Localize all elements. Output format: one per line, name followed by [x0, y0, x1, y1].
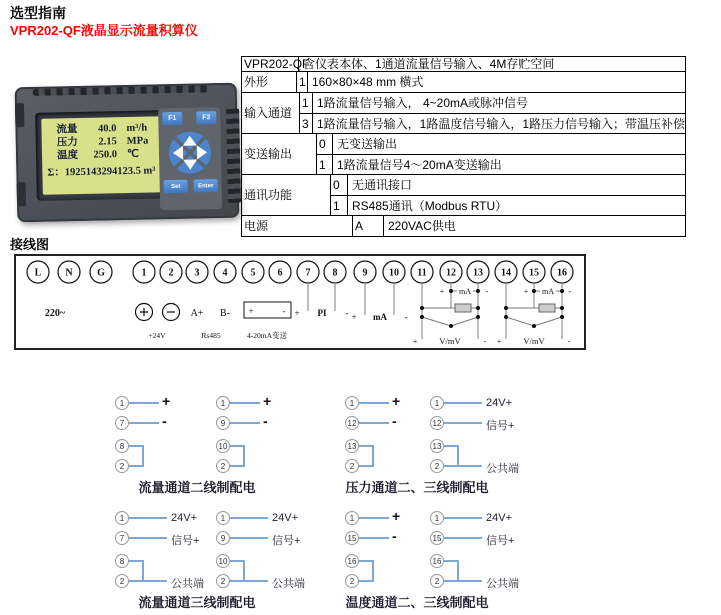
f1-button[interactable]: F1	[162, 112, 182, 125]
terminal-10: 10	[389, 267, 399, 279]
terminal-16: 16	[557, 267, 567, 279]
hookup-terminal: 2	[115, 574, 129, 588]
terminal-13: 13	[473, 267, 483, 279]
spec-shape-name: 外形	[242, 72, 297, 92]
lcd-pressure-unit: MPa	[126, 135, 149, 147]
svg-text:-: -	[567, 337, 571, 346]
spec-input-desc-1: 1路流量信号输入， 4~20mA或脉冲信号	[316, 96, 529, 110]
hookup-terminal: 13	[345, 439, 359, 453]
hookup-terminal: 7	[115, 416, 129, 430]
hookup-terminal: 2	[345, 459, 359, 473]
hookup-caption-flow-2wire: 流量通道二线制配电	[138, 480, 256, 495]
spec-comm-desc-1: 无通讯接口	[352, 178, 413, 192]
spec-table	[241, 56, 686, 237]
hookup-terminal: 1	[430, 511, 444, 525]
f2-button[interactable]: F2	[196, 111, 216, 124]
terminal-4: 4	[222, 267, 228, 279]
hookup-terminal: 10	[216, 439, 230, 453]
hookup-terminal: 1	[430, 396, 444, 410]
terminal-8: 8	[332, 267, 338, 279]
spec-output-name: 变送输出	[242, 134, 317, 174]
hookup-terminal: 9	[216, 531, 230, 545]
lcd-temperature-label: 温度	[56, 150, 79, 162]
spec-output-code-2: 1	[317, 155, 333, 174]
hookup-terminal: 8	[115, 554, 129, 568]
hookup-terminal: 1	[216, 396, 230, 410]
hookup-terminal: 2	[430, 459, 444, 473]
terminal-G: G	[97, 267, 105, 279]
lcd-total-prefix: Σ：	[47, 167, 65, 179]
terminal-9: 9	[362, 267, 368, 279]
rs485-b-label: B-	[220, 308, 230, 319]
hookup-terminal: 8	[115, 439, 129, 453]
mount-tab-bottom	[17, 182, 27, 206]
spec-output-desc-2: 1路流量信号4～20mA变送输出	[337, 157, 502, 172]
hookup-temp-3wire: 1 24V+ 15 信号+ 16 2 公共端	[430, 511, 542, 591]
svg-text:V/mV: V/mV	[439, 336, 461, 346]
hookup-terminal: 13	[430, 439, 444, 453]
lcd-total-unit: m³	[143, 165, 156, 177]
set-button[interactable]: Set	[164, 180, 188, 193]
hookup-flow-3wire-b: 1 24V+ 9 信号+ 10 2 公共端	[216, 511, 328, 591]
terminal-2: 2	[168, 267, 174, 279]
lcd-bezel	[35, 110, 167, 201]
hookup-terminal: 12	[430, 416, 444, 430]
spec-row-output	[242, 133, 685, 174]
svg-text:-: -	[568, 287, 572, 296]
terminal-15: 15	[529, 267, 539, 279]
terminal-6: 6	[277, 267, 283, 279]
spec-row-model	[242, 57, 685, 71]
spec-row-power	[242, 215, 685, 236]
hookup-caption-temp: 温度通道二、三线制配电	[345, 595, 489, 610]
shunt-resistor	[539, 304, 555, 312]
pi-label: PI	[317, 308, 327, 318]
spec-row-input	[242, 92, 685, 133]
lcd-screen	[41, 116, 161, 194]
lcd-flow-value: 40.0	[98, 123, 117, 135]
transmit-label: 4-20mA变送	[247, 331, 287, 340]
lcd-temperature-value: 250.0	[93, 149, 118, 161]
spec-output-code-1: 0	[317, 134, 333, 154]
product-subtitle: VPR202-QF液晶显示流量积算仪	[10, 23, 198, 38]
svg-text:mA: mA	[459, 287, 471, 296]
keypad	[158, 107, 222, 210]
spec-output-desc-1: 无变送输出	[337, 137, 398, 151]
device-vents	[33, 85, 209, 96]
hookup-terminal: 1	[216, 511, 230, 525]
hookup-terminal: 2	[115, 459, 129, 473]
hookup-terminal: 1	[115, 511, 129, 525]
terminal-7: 7	[305, 267, 311, 279]
hookup-terminal: 1	[345, 511, 359, 525]
spec-input-name: 输入通道	[242, 93, 300, 133]
shunt-resistor	[455, 304, 471, 312]
spec-input-desc-2: 1路流量信号输入，1路温度信号输入，1路压力信号输入；带温压补偿	[316, 116, 685, 131]
ma-plus: +	[351, 312, 357, 322]
hookup-terminal: 7	[115, 531, 129, 545]
hookup-terminal: 2	[216, 574, 230, 588]
spec-model-desc: 含仪表本体、1通道流量信号输入、4M存贮空间	[303, 57, 555, 71]
spec-input-code-2: 3	[300, 114, 313, 133]
hookup-terminal: 2	[345, 574, 359, 588]
pi-minus: -	[345, 308, 349, 318]
spec-row-comm	[242, 174, 685, 215]
hookup-terminal: 16	[345, 554, 359, 568]
spec-model-name: VPR202-QF	[244, 57, 310, 71]
hookup-terminal: 1	[345, 396, 359, 410]
hookup-flow-2wire-b: 1 + 9 - 10 2	[216, 396, 328, 476]
terminal-5: 5	[250, 267, 256, 279]
spec-power-name: 电源	[242, 216, 353, 236]
lcd-temperature-unit: ℃	[126, 148, 139, 160]
hookup-terminal: 2	[430, 574, 444, 588]
lcd-total-value: 1925143294123.5	[64, 165, 141, 179]
terminal-14: 14	[501, 267, 511, 279]
terminal-N: N	[65, 267, 73, 279]
svg-text:-: -	[483, 337, 487, 346]
spec-comm-desc-2: RS485通讯（Modbus RTU）	[352, 198, 508, 213]
hookup-pressure-3wire: 1 24V+ 12 信号+ 13 2 公共端	[430, 396, 542, 476]
ma-label: mA	[373, 312, 387, 322]
wiring-section-title: 接线图	[10, 237, 50, 252]
arrow-pad[interactable]	[167, 129, 214, 176]
spec-shape-code: 1	[297, 72, 308, 92]
hookup-terminal: 15	[430, 531, 444, 545]
svg-text:+: +	[496, 337, 502, 346]
ma-minus: -	[404, 312, 408, 322]
svg-text:+: +	[523, 287, 529, 296]
hookup-terminal: 2	[216, 459, 230, 473]
pi-plus: +	[294, 308, 300, 318]
mount-tab-top	[15, 103, 25, 127]
mains-label: 220~	[44, 308, 66, 319]
device-photo	[8, 78, 243, 229]
device-heatsink	[226, 109, 241, 203]
spec-power-desc: 220VAC供电	[388, 219, 456, 233]
svg-text:+: +	[439, 287, 445, 296]
svg-text:V/mV: V/mV	[523, 336, 545, 346]
rs485-a-label: A+	[190, 308, 204, 319]
hookup-caption-pressure: 压力通道二、三线制配电	[345, 480, 489, 495]
spec-comm-code-2: 1	[331, 196, 348, 215]
terminal-3: 3	[194, 267, 200, 279]
section-title: 选型指南	[10, 5, 66, 21]
hookup-temp-2wire: 1 + 15 - 16 2	[345, 511, 457, 591]
hookup-terminal: 12	[345, 416, 359, 430]
svg-text:mA: mA	[542, 287, 554, 296]
hookup-terminal: 10	[216, 554, 230, 568]
lcd-pressure-value: 2.15	[98, 136, 117, 148]
hookup-terminal: 16	[430, 554, 444, 568]
spec-comm-code-1: 0	[331, 175, 348, 195]
svg-text:-: -	[485, 287, 489, 296]
hookup-flow-3wire-a: 1 24V+ 7 信号+ 8 2 公共端	[115, 511, 227, 591]
spec-row-shape	[242, 71, 685, 92]
hookup-caption-flow-3wire: 流量通道三线制配电	[138, 595, 256, 610]
hookup-flow-2wire-a: 1 + 7 - 8 2	[115, 396, 227, 476]
spec-power-code: A	[353, 216, 384, 236]
terminal-1: 1	[141, 267, 147, 279]
rs485-label: Rs485	[201, 331, 221, 340]
terminal-12: 12	[446, 267, 456, 279]
hookup-pressure-2wire: 1 + 12 - 13 2	[345, 396, 457, 476]
lcd-total-row	[47, 162, 155, 179]
terminal-11: 11	[417, 267, 427, 279]
svg-text:+: +	[412, 337, 418, 346]
lcd-row-temperature	[47, 147, 155, 162]
transmit-minus: -	[282, 306, 286, 316]
lcd-flow-unit: m³/h	[126, 122, 148, 134]
wiring-diagram	[14, 254, 586, 350]
hookup-terminal: 1	[115, 396, 129, 410]
transmit-plus: +	[248, 306, 254, 316]
spec-comm-name: 通讯功能	[242, 175, 331, 215]
spec-input-code-1: 1	[300, 93, 313, 113]
supply-24v-label: +24V	[148, 331, 166, 340]
hookup-terminal: 15	[345, 531, 359, 545]
device-body	[15, 83, 240, 223]
lcd-pressure-label: 压力	[56, 137, 78, 149]
hookup-terminal: 9	[216, 416, 230, 430]
enter-button[interactable]: Enter	[194, 179, 218, 192]
lcd-flow-label: 流量	[56, 124, 78, 136]
terminal-L: L	[34, 267, 42, 279]
spec-shape-desc: 160×80×48 mm 横式	[312, 75, 424, 89]
